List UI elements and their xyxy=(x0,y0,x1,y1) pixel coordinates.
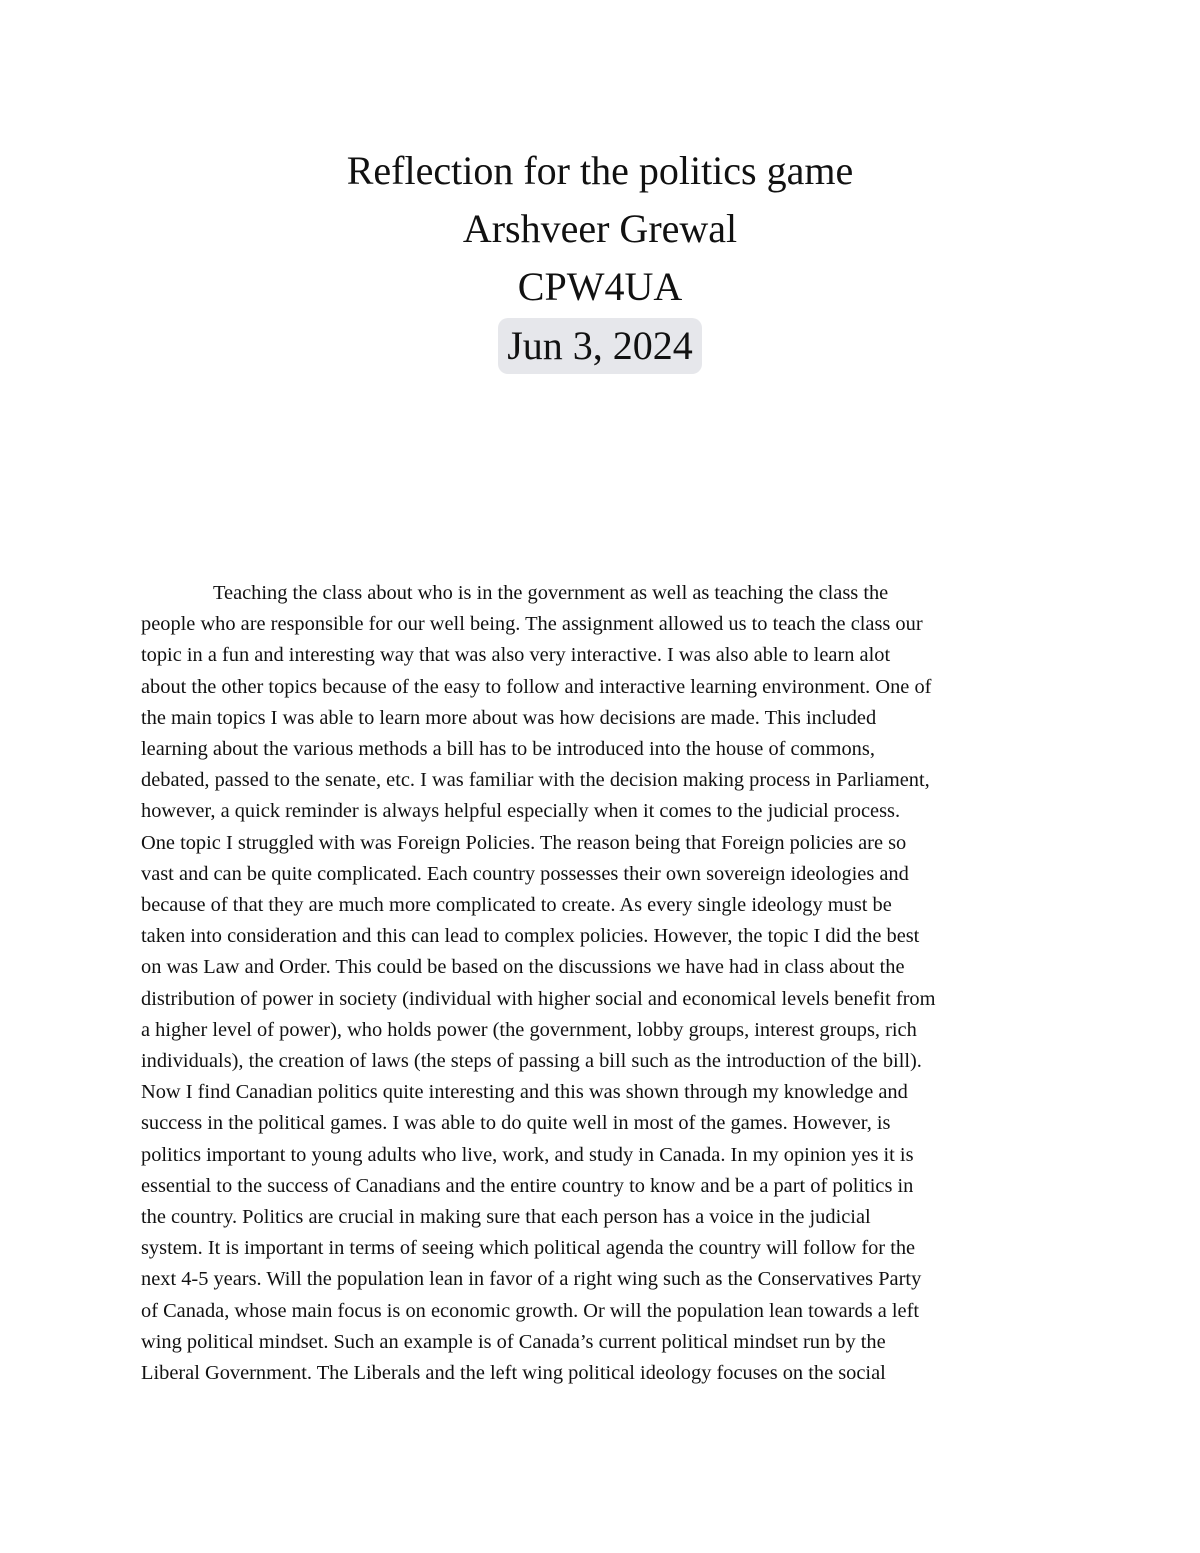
body-line: on was Law and Order. This could be based on the discussions we have had in class about the xyxy=(141,956,905,979)
body-line: people who are responsible for our well being. The assignment allowed us to teach the class our xyxy=(141,613,923,636)
body-line: debated, passed to the senate, etc. I was familiar with the decision making process in Parliament, xyxy=(141,769,930,792)
body-line: because of that they are much more complicated to create. As every single ideology must be xyxy=(141,894,892,917)
date-line xyxy=(0,316,1200,375)
body-line: essential to the success of Canadians and the entire country to know and be a part of politics in xyxy=(141,1174,914,1197)
course-code: CPW4UA xyxy=(517,264,683,309)
body-line: learning about the various methods a bill has to be introduced into the house of commons, xyxy=(141,738,875,761)
title-block xyxy=(0,142,1200,375)
body-line: distribution of power in society (individual with higher social and economical levels benefit from xyxy=(141,987,936,1010)
body-line: vast and can be quite complicated. Each country possesses their own sovereign ideologies and xyxy=(141,862,909,885)
body-line: system. It is important in terms of seeing which political agenda the country will follow for the xyxy=(141,1237,916,1260)
body-line: wing political mindset. Such an example is of Canada’s current political mindset run by the xyxy=(141,1330,886,1353)
body-line: Liberal Government. The Liberals and the left wing political ideology focuses on the social xyxy=(141,1362,886,1385)
body-line: next 4-5 years. Will the population lean in favor of a right wing such as the Conservatives Party xyxy=(141,1268,922,1291)
body-line: topic in a fun and interesting way that was also very interactive. I was also able to learn alot xyxy=(141,644,891,667)
body-line: a higher level of power), who holds power (the government, lobby groups, interest groups, rich xyxy=(141,1018,917,1041)
body-line: of Canada, whose main focus is on economic growth. Or will the population lean towards a left xyxy=(141,1299,920,1322)
body-line: One topic I struggled with was Foreign Policies. The reason being that Foreign policies are so xyxy=(141,831,907,854)
body-line: success in the political games. I was able to do quite well in most of the games. However, is xyxy=(141,1112,891,1135)
author-name: Arshveer Grewal xyxy=(462,206,738,251)
body-line: Teaching the class about who is in the government as well as teaching the class the xyxy=(213,582,889,604)
date-chip[interactable]: Jun 3, 2024 xyxy=(498,318,702,374)
body-line: about the other topics because of the easy to follow and interactive learning environment. One of xyxy=(141,675,932,698)
body-line: individuals), the creation of laws (the steps of passing a bill such as the introduction of the bill). xyxy=(141,1050,922,1073)
body-line: the main topics I was able to learn more about was how decisions are made. This included xyxy=(141,706,877,729)
body-line: the country. Politics are crucial in making sure that each person has a voice in the judicial xyxy=(141,1206,871,1229)
body-line: however, a quick reminder is always helpful especially when it comes to the judicial process. xyxy=(141,800,901,823)
document-title: Reflection for the politics game xyxy=(346,148,854,193)
body-line: taken into consideration and this can lead to complex policies. However, the topic I did the best xyxy=(141,925,920,948)
body-line: Now I find Canadian politics quite interesting and this was shown through my knowledge and xyxy=(141,1081,908,1104)
body-paragraph xyxy=(141,578,1071,1389)
body-line: politics important to young adults who live, work, and study in Canada. In my opinion yes it is xyxy=(141,1143,914,1166)
